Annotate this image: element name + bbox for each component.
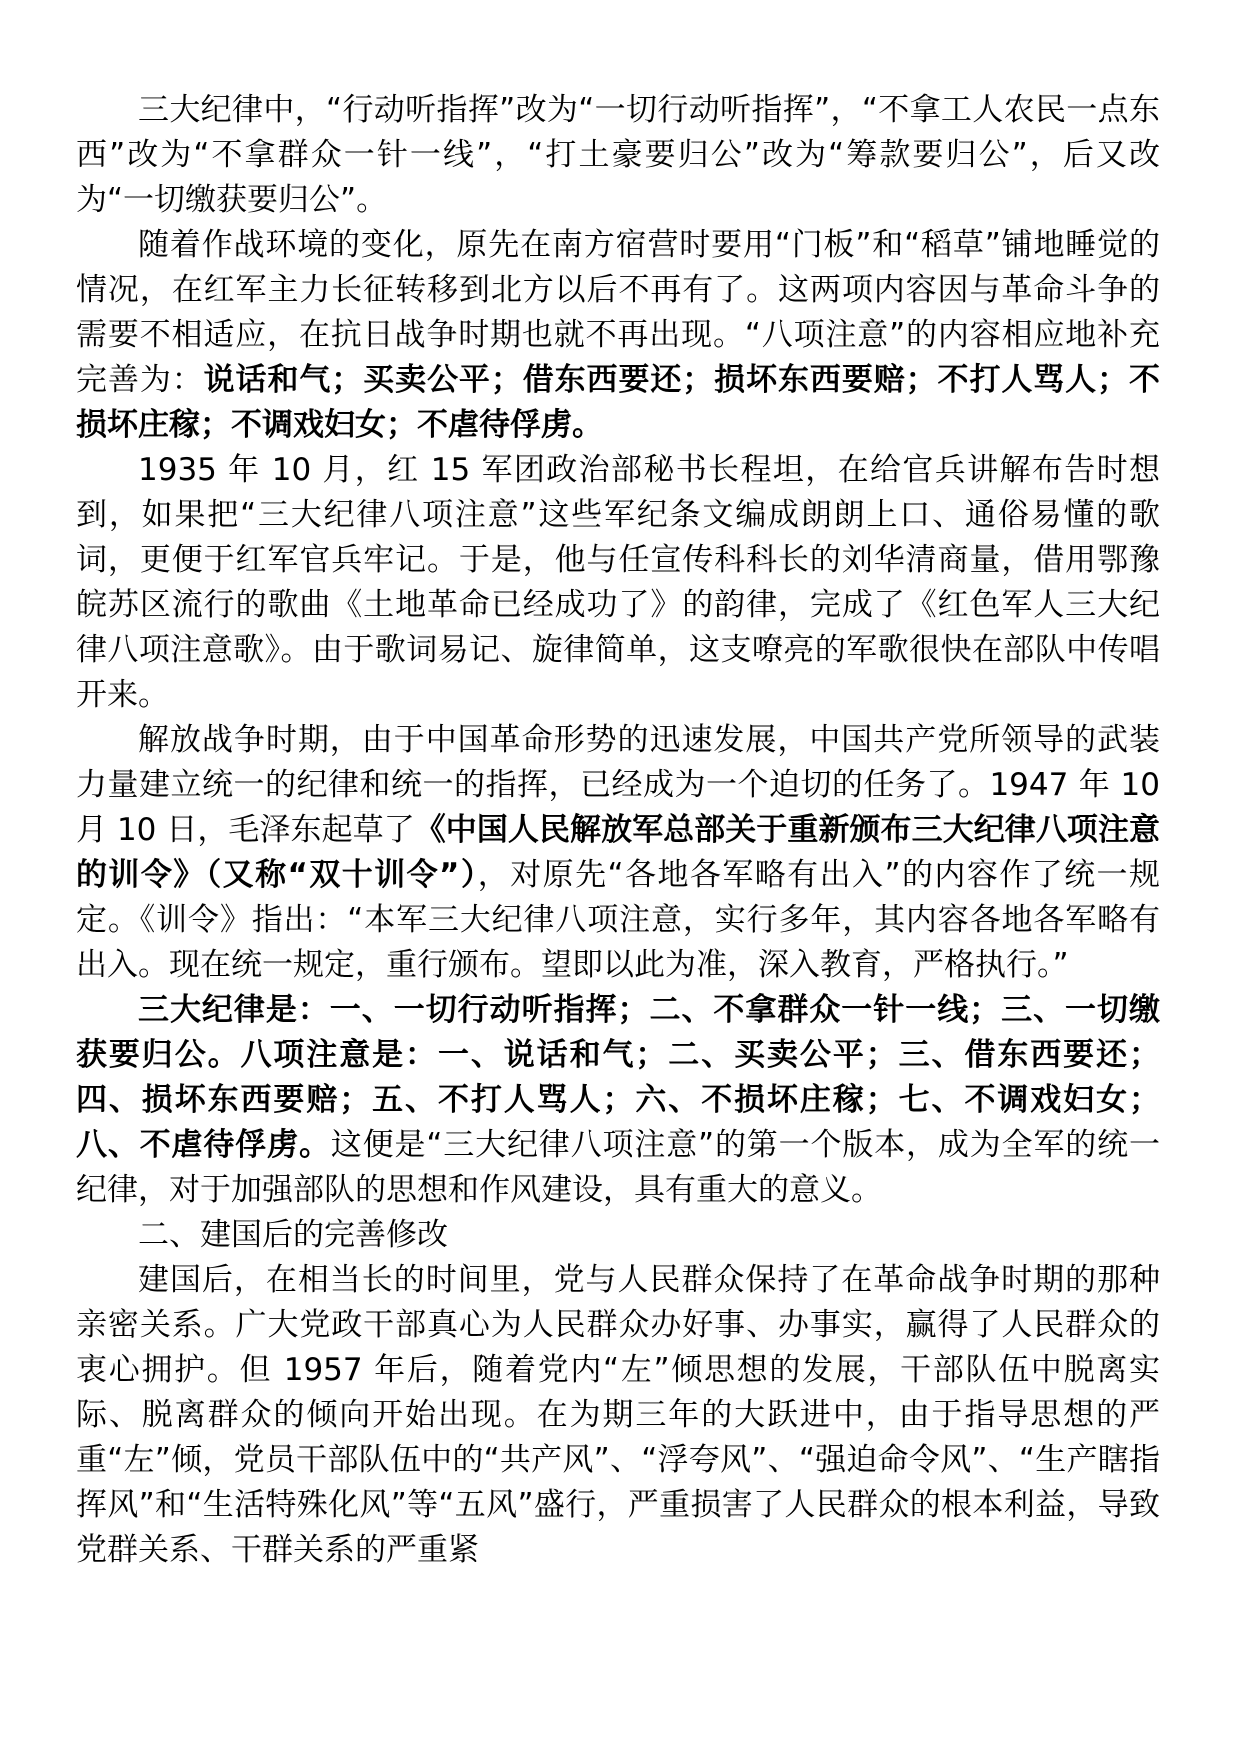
text-run: 二、建国后的完善修改 xyxy=(138,1217,448,1253)
paragraph xyxy=(76,223,1160,448)
paragraph xyxy=(76,718,1160,988)
paragraph xyxy=(76,448,1160,718)
bold-text-run: 说话和气；买卖公平；借东西要还；损坏东西要赔；不打人骂人；不损坏庄稼；不调戏妇女；不虐待俘虏。 xyxy=(76,362,1161,443)
paragraph xyxy=(76,1258,1160,1573)
bold-text-run: 《中国人民解放军总部关于重新颁布三大纪律八项注意的训令》（又称“双十训令”） xyxy=(76,812,1160,893)
text-run: 随着作战环境的变化，原先在南方宿营时要用“门板”和“稻草”铺地睡觉的情况，在红军主力长征转移到北方以后不再有了。这两项内容因与革命斗争的需要不相适应，在抗日战争时期也就不再出现。“八项注意”的内容相应地补充完善为： xyxy=(76,227,1160,398)
text-run: 建国后，在相当长的时间里，党与人民群众保持了在革命战争时期的那种亲密关系。广大党政干部真心为人民群众办好事、办事实，赢得了人民群众的衷心拥护。但 1957 年后，随着党内“左”倾思想的发展，干部队伍中脱离实际、脱离群众的倾向开始出现。在为期三年的大跃进中，由于指导思想的严重“左”倾，党员干部队伍中的“共产风”、“浮夸风”、“强迫命令风”、“生产瞎指挥风”和“生活特殊化风”等“五风”盛行，严重损害了人民群众的根本利益，导致党群关系、干群关系的严重紧 xyxy=(76,1262,1160,1568)
text-run: 1935 年 10 月，红 15 军团政治部秘书长程坦，在给官兵讲解布告时想到，如果把“三大纪律八项注意”这些军纪条文编成朗朗上口、通俗易懂的歌词，更便于红军官兵牢记。于是，他与任宣传科科长的刘华清商量，借用鄂豫皖苏区流行的歌曲《土地革命已经成功了》的韵律，完成了《红色军人三大纪律八项注意歌》。由于歌词易记、旋律简单，这支嘹亮的军歌很快在部队中传唱开来。 xyxy=(76,452,1160,713)
section-heading xyxy=(76,1213,1160,1258)
text-run: 三大纪律中，“行动听指挥”改为“一切行动听指挥”，“不拿工人农民一点东西”改为“不拿群众一针一线”，“打土豪要归公”改为“筹款要归公”，后又改为“一切缴获要归公”。 xyxy=(76,92,1160,218)
paragraph xyxy=(76,988,1160,1213)
bold-text-run: 三大纪律是：一、一切行动听指挥；二、不拿群众一针一线；三、一切缴获要归公。八项注意是：一、说话和气；二、买卖公平；三、借东西要还；四、损坏东西要赔；五、不打人骂人；六、不损坏庄稼；七、不调戏妇女；八、不虐待俘虏。 xyxy=(76,992,1160,1163)
paragraph xyxy=(76,88,1160,223)
text-run: 这便是“三大纪律八项注意”的第一个版本，成为全军的统一纪律，对于加强部队的思想和作风建设，具有重大的意义。 xyxy=(76,1127,1160,1208)
text-run: 解放战争时期，由于中国革命形势的迅速发展，中国共产党所领导的武装力量建立统一的纪律和统一的指挥，已经成为一个迫切的任务了。1947 年 10 月 10 日，毛泽东起草了 xyxy=(76,722,1160,848)
text-run: ，对原先“各地各军略有出入”的内容作了统一规定。《训令》指出：“本军三大纪律八项注意，实行多年，其内容各地各军略有出入。现在统一规定，重行颁布。望即以此为准，深入教育，严格执行。” xyxy=(76,857,1160,983)
